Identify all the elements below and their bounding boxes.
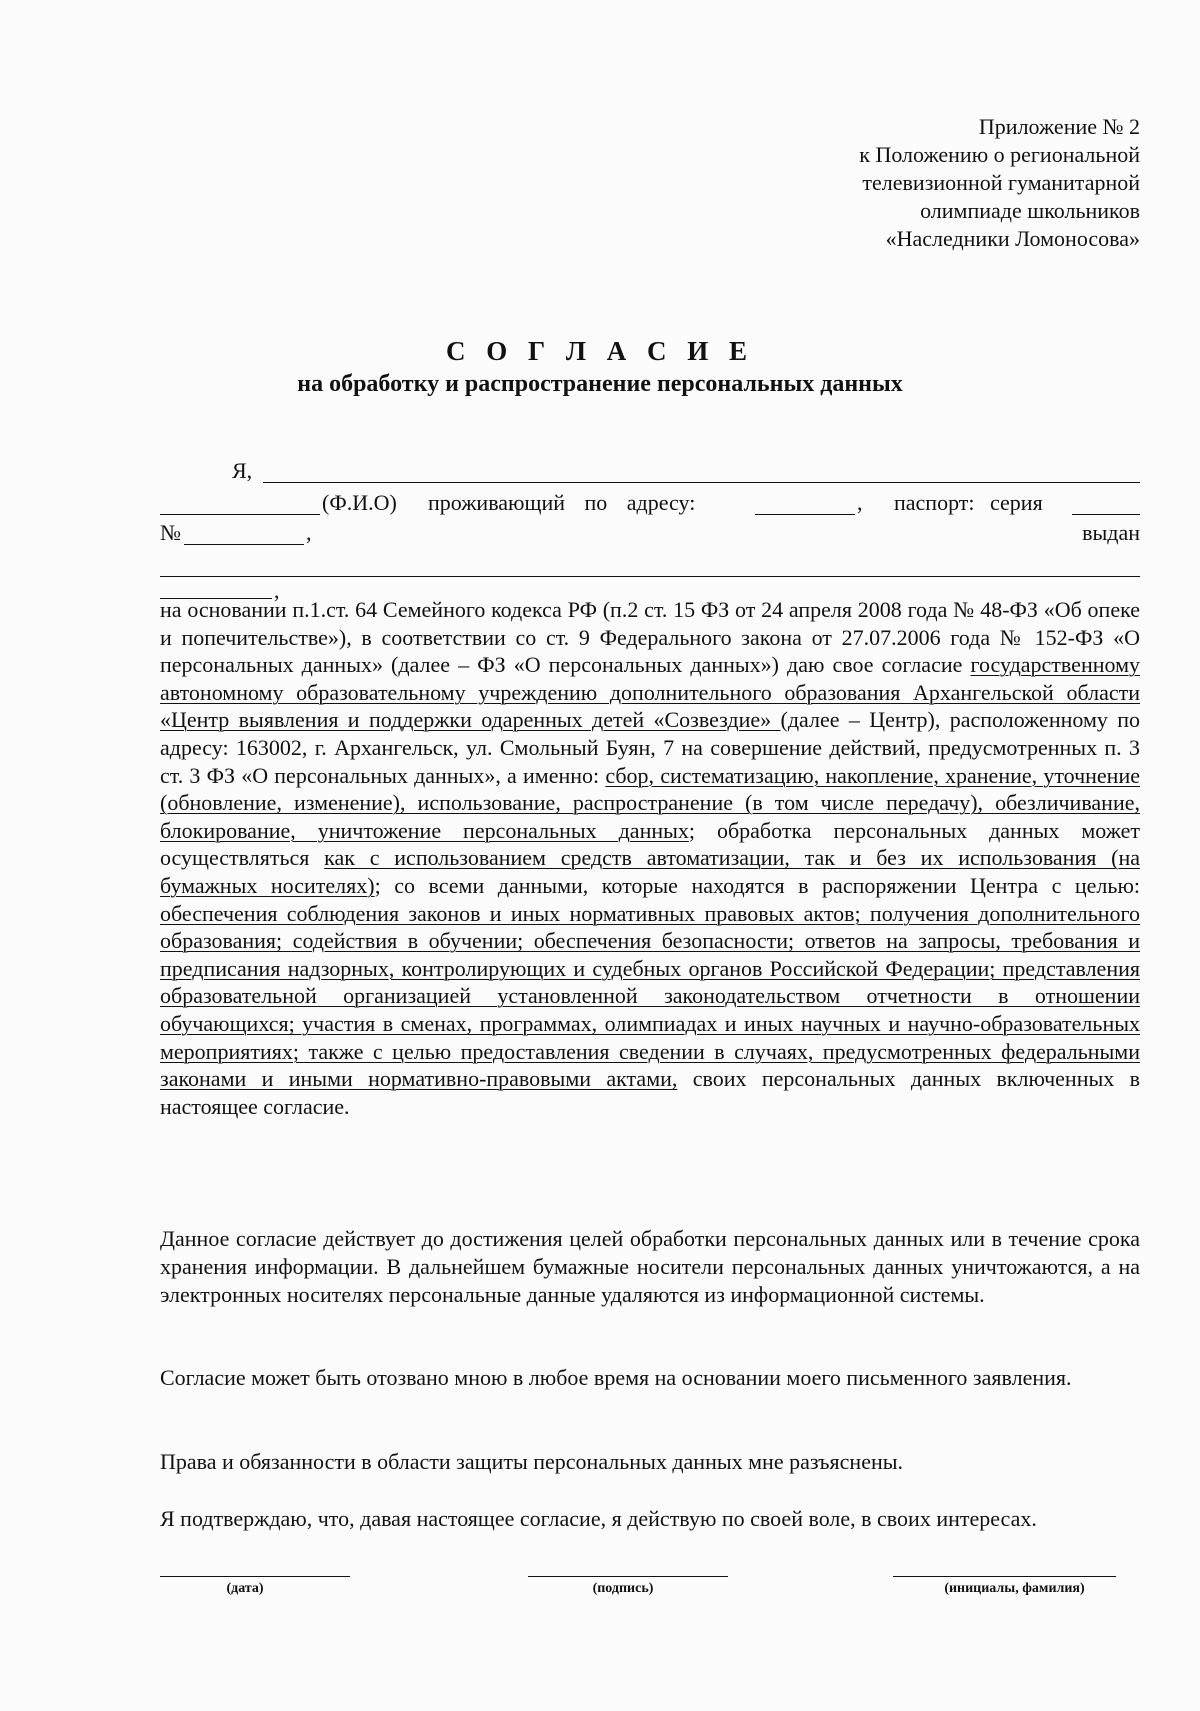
signature-caption: (подпись): [592, 1581, 654, 1596]
confirm-paragraph: [160, 1505, 1140, 1533]
appendix-note: [620, 113, 1140, 253]
i-label: Я,: [232, 458, 253, 483]
validity-paragraph: [160, 1225, 1140, 1309]
name-field[interactable]: [263, 482, 1140, 483]
date-field[interactable]: [160, 1576, 350, 1577]
passport-label: паспорт: серия: [894, 490, 1043, 515]
document-title: С О Г Л А С И Е: [445, 336, 755, 366]
consent-text-part3: ; обработка персональных данных может осуществляться: [160, 817, 1140, 871]
organization-name: государственному автономному образовательному учреждению дополнительного образования Архангельской области «Центр выявления и поддержки одаренных детей «Созвездие»: [160, 652, 1140, 733]
processing-means: как с использованием средств автоматизации, так и без их использования (на бумажных носителях): [160, 845, 1140, 898]
address-comma: ,: [857, 490, 863, 515]
validity-text: Данное согласие действует до достижения целей обработки персональных данных или в течение срока хранения информации. В дальнейшем бумажные носители персональных данных уничтожаются, а на электронных носителях персональные данные удаляются из информационной системы.: [160, 1226, 1140, 1307]
passport-series-field[interactable]: [1072, 514, 1140, 515]
rights-text: Права и обязанности в области защиты персональных данных мне разъяснены.: [160, 1449, 904, 1474]
appendix-line: Приложение № 2: [978, 114, 1140, 139]
fio-label: (Ф.И.О): [322, 490, 397, 515]
processing-actions: сбор, систематизацию, накопление, хранение, уточнение (обновление, изменение), использование, распространение (в том числе передачу), обезличивание, блокирование, уничтожение персональных данных: [160, 762, 1140, 843]
consent-text-part2: (далее – Центр), расположенному по адресу: 163002, г. Архангельск, ул. Смольный Буян, 7 на совершение действий, предусмотренных п. 3 ст. 3 ФЗ «О персональных данных», а именно:: [160, 707, 1140, 788]
consent-text-part5: своих персональных данных включенных в настоящее согласие.: [160, 1066, 1141, 1119]
appendix-line: олимпиаде школьников: [920, 198, 1140, 223]
consent-paragraph: [160, 596, 1140, 1120]
document-subtitle: на обработку и распространение персональных данных: [297, 371, 903, 397]
form-row-passport-number: [160, 518, 1140, 548]
consent-text-part4: ; со всеми данными, которые находятся в распоряжении Центра с целью:: [374, 872, 1140, 898]
signature-block: [528, 1576, 728, 1597]
number-comma: ,: [306, 520, 312, 545]
signature-field[interactable]: [528, 1576, 728, 1577]
revoke-text: Согласие может быть отозвано мною в любое время на основании моего письменного заявления.: [160, 1365, 1072, 1390]
consent-text-part1: на основании п.1.ст. 64 Семейного кодекса РФ (п.2 ст. 15 ФЗ от 24 апреля 2008 года № 48-ФЗ «Об опеке и попечительстве»), в соответствии со ст. 9 Федерального закона от 27.07.2006 года № 152-ФЗ «О персональных данных» (далее – ФЗ «О персональных данных») даю свое согласие: [160, 597, 1140, 678]
number-label: №: [160, 520, 181, 545]
initials-signature-block: [893, 1576, 1116, 1597]
confirm-text: Я подтверждаю, что, давая настоящее согласие, я действую по своей воле, в своих интересах.: [160, 1506, 1037, 1531]
address-label: проживающий по адресу:: [428, 490, 696, 515]
form-row-name: [160, 456, 1140, 486]
fio-field[interactable]: [160, 514, 320, 515]
consent-body: [160, 596, 1140, 1120]
issued-label: выдан: [1082, 520, 1140, 545]
rights-paragraph: [160, 1448, 1140, 1476]
date-signature-block: [160, 1576, 350, 1597]
revoke-paragraph: [160, 1364, 1140, 1392]
passport-number-field[interactable]: [184, 544, 304, 545]
issue-date-comma: ,: [274, 578, 280, 603]
appendix-line: к Положению о региональной: [859, 142, 1140, 167]
date-caption: (дата): [226, 1581, 264, 1596]
initials-caption: (инициалы, фамилия): [944, 1581, 1085, 1596]
initials-field[interactable]: [893, 1576, 1116, 1577]
form-row-address: [160, 488, 1140, 518]
appendix-line: «Наследники Ломоносова»: [885, 226, 1140, 251]
address-field[interactable]: [755, 514, 855, 515]
processing-purposes: обеспечения соблюдения законов и иных нормативных правовых актов; получения дополнительного образования; содействия в обучении; обеспечения безопасности; ответов на запросы, требования и предписания надзорных, контролирующих и судебных органов Российской Федерации; представления образовательной организацией установленной законодательством отчетности в отношении обучающихся; участия в сменах, программах, олимпиадах и иных научных и научно-образовательных мероприятиях; также с целью предоставления сведении в случаях, предусмотренных федеральными законами и иными нормативно-правовыми актами,: [160, 900, 1140, 1092]
appendix-line: телевизионной гуманитарной: [862, 170, 1140, 195]
